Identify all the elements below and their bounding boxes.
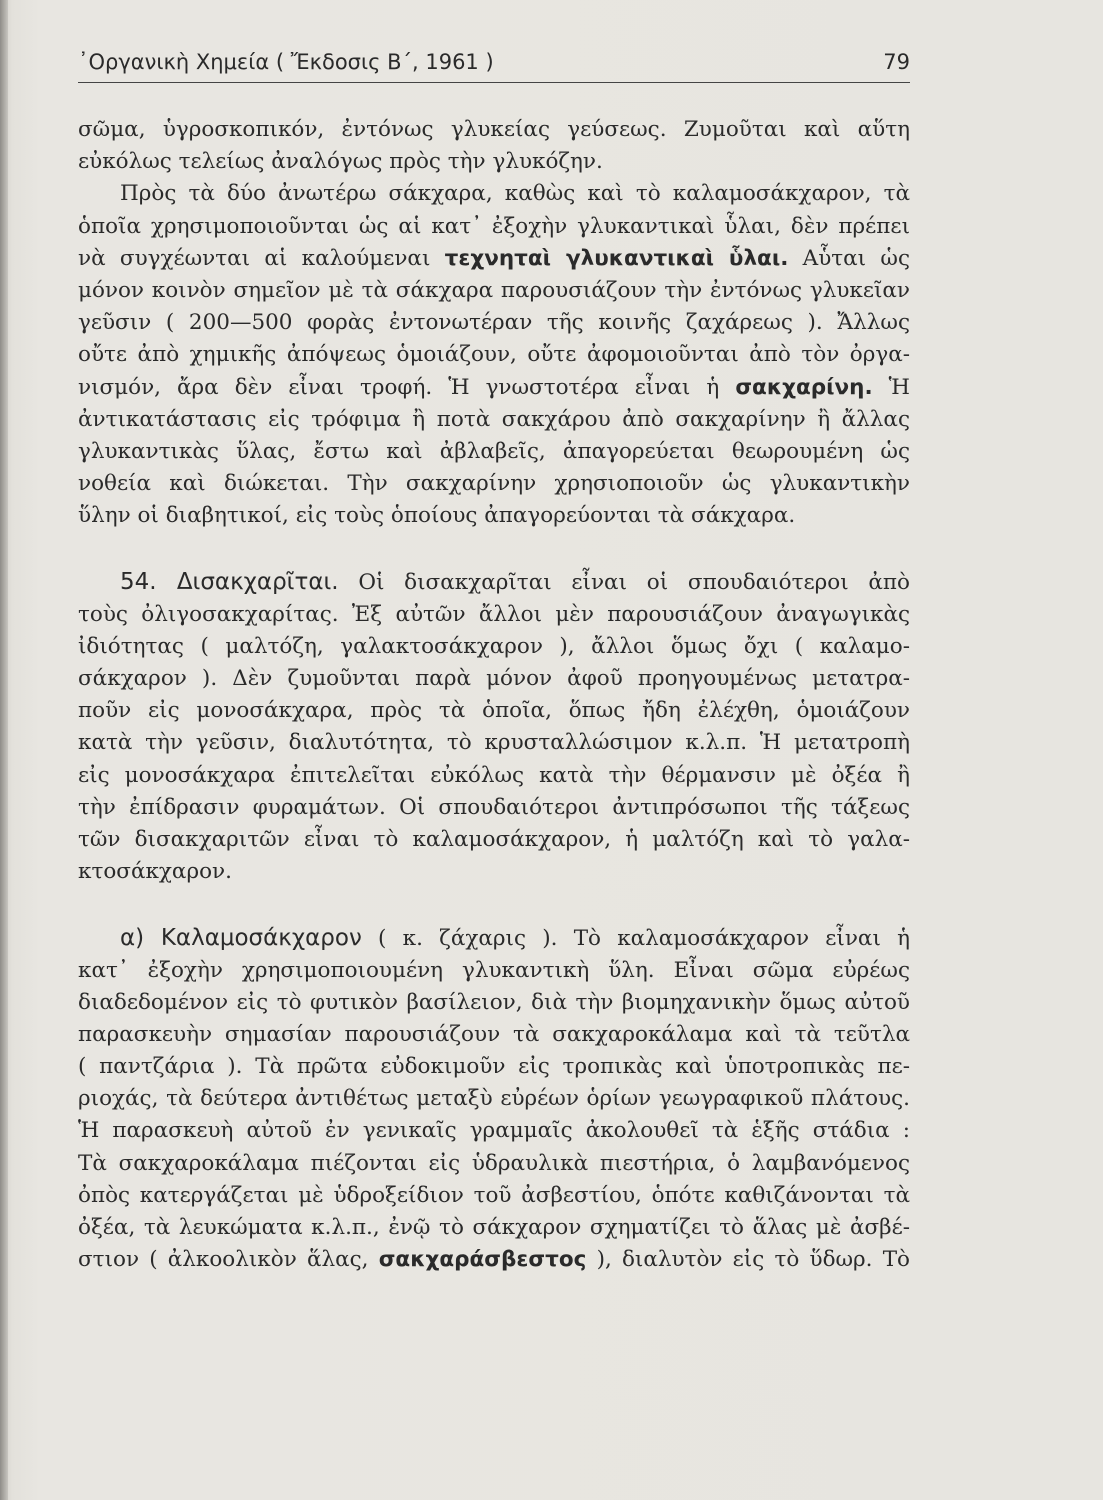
text-run: νὰ συγχέωνται αἱ καλούμεναι: [78, 245, 445, 271]
text-run: ), διαλυτὸν εἰς τὸ ὕδωρ. Τὸ: [586, 1247, 910, 1273]
text-line: [78, 243, 910, 275]
text-run: σῶμα, ὑγροσκοπικόν, ἐντόνως γλυκείας γεύσεως. Ζυμοῦται καὶ αὕτη: [78, 117, 910, 142]
text-line: [78, 1083, 910, 1115]
text-line: [78, 856, 910, 888]
text-run: σάκχαρον ). Δὲν ζυμοῦνται παρὰ μόνον ἀφοῦ προηγουμένως μετατρα-: [78, 666, 910, 691]
text-run: ὀξέα, τὰ λευκώματα κ.λ.π., ἐνῷ τὸ σάκχαρον σχηματίζει τὸ ἅλας μὲ ἀσβέ-: [78, 1215, 910, 1240]
paragraph-gap: [78, 888, 910, 922]
text-line: [78, 436, 910, 468]
text-run: εἰς μονοσάκχαρα ἐπιτελεῖται εὐκόλως κατὰ τὴν θέρμανσιν μὲ ὀξέα ἢ: [78, 762, 910, 788]
body-text: [78, 114, 910, 1276]
text-line: [78, 211, 910, 243]
text-run: ( κ. ζάχαρις ). Τὸ καλαμοσάκχαρον εἶναι ἡ: [361, 926, 910, 952]
text-run: μόνον κοινὸν σημεῖον μὲ τὰ σάκχαρα παρουσιάζουν τὴν ἐντόνως γλυκεῖαν: [78, 277, 910, 303]
text-line: [78, 566, 910, 598]
text-run: Ἡ: [872, 374, 911, 400]
text-run: κατ᾿ ἐξοχὴν χρησιμοποιουμένη γλυκαντικὴ ὕλη. Εἶναι σῶμα εὐρέως: [78, 957, 910, 983]
text-line: [78, 727, 910, 759]
text-line: [78, 1244, 910, 1276]
text-run: τῶν δισακχαριτῶν εἶναι τὸ καλαμοσάκχαρον, ἡ μαλτόζη καὶ τὸ γαλα-: [78, 826, 910, 852]
text-line: [78, 987, 910, 1019]
text-run: στιον ( ἀλκοολικὸν ἅλας,: [78, 1247, 379, 1273]
text-line: [78, 824, 910, 856]
text-line: [78, 1019, 910, 1051]
text-run: ριοχάς, τὰ δεύτερα ἀντιθέτως μεταξὺ εὐρέων ὁρίων γεωγραφικοῦ πλάτους.: [78, 1086, 910, 1112]
text-run: γεῦσιν ( 200—500 φορὰς ἐντονωτέραν τῆς κοινῆς ζαχάρεως ). Ἄλλως: [78, 310, 910, 336]
text-line: [78, 500, 910, 532]
text-line: [78, 372, 910, 404]
text-run: οὔτε ἀπὸ χημικῆς ἀπόψεως ὁμοιάζουν, οὔτε ἀφομοιοῦνται ἀπὸ τὸν ὀργα-: [78, 342, 910, 368]
text-run: παρασκευὴν σημασίαν παρουσιάζουν τὰ σακχαροκάλαμα καὶ τὰ τεῦτλα: [78, 1021, 910, 1047]
text-run: ποῦν εἰς μονοσάκχαρα, πρὸς τὰ ὁποῖα, ὅπως ἤδη ἐλέχθη, ὁμοιάζουν: [78, 698, 910, 724]
text-line: [78, 792, 910, 824]
text-line: [78, 114, 910, 146]
text-run: εὐκόλως τελείως ἀναλόγως πρὸς τὴν γλυκόζην.: [78, 149, 603, 175]
text-line: [78, 468, 910, 500]
text-run: Αὗται ὡς: [788, 245, 910, 271]
text-line: [78, 1180, 910, 1212]
text-run: Πρὸς τὰ δύο ἀνωτέρω σάκχαρα, καθὼς καὶ τὸ καλαμοσάκχαρον, τὰ: [120, 181, 910, 207]
section-heading: α) Καλαμοσάκχαρον: [120, 925, 362, 952]
text-line: [78, 922, 910, 954]
text-line: [78, 1115, 910, 1147]
section-heading: 54. Δισακχαρῖται.: [120, 569, 339, 596]
text-line: [78, 146, 910, 178]
text-line: [78, 955, 910, 987]
text-line: [78, 631, 910, 663]
text-run: κτοσάκχαρον.: [78, 859, 232, 885]
text-run: Τὰ σακχαροκάλαμα πιέζονται εἰς ὑδραυλικὰ πιεστήρια, ὁ λαμβανόμενος: [78, 1150, 910, 1176]
text-line: [78, 1148, 910, 1180]
text-run: Ἡ παρασκευὴ αὐτοῦ ἐν γενικαῖς γραμμαῖς ἀκολουθεῖ τὰ ἑξῆς στάδια :: [78, 1118, 910, 1144]
text-line: [78, 307, 910, 339]
running-header: [78, 48, 910, 83]
text-run: διαδεδομένον εἰς τὸ φυτικὸν βασίλειον, διὰ τὴν βιομηχανικὴν ὅμως αὐτοῦ: [78, 989, 910, 1015]
text-line: [78, 404, 910, 436]
text-run: ὀπὸς κατεργάζεται μὲ ὑδροξείδιον τοῦ ἀσβεστίου, ὁπότε καθιζάνονται τὰ: [78, 1182, 910, 1208]
text-line: [78, 599, 910, 631]
text-run: κατὰ τὴν γεῦσιν, διαλυτότητα, τὸ κρυσταλλώσιμον κ.λ.π. Ἡ μετατροπὴ: [78, 730, 910, 756]
bold-term: τεχνηταὶ γλυκαντικαὶ ὗλαι.: [444, 245, 789, 271]
text-run: τοὺς ὀλιγοσακχαρίτας. Ἐξ αὐτῶν ἄλλοι μὲν παρουσιάζουν ἀναγωγικὰς: [78, 601, 910, 627]
bold-term: σακχαρίνη.: [735, 374, 873, 400]
text-run: Οἱ δισακχαρῖται εἶναι οἱ σπουδαιότεροι ἀπὸ: [338, 570, 910, 596]
page-spine-shadow: [0, 0, 8, 1500]
text-line: [78, 663, 910, 695]
text-run: ἀντικατάστασις εἰς τρόφιμα ἢ ποτὰ σακχάρου ἀπὸ σακχαρίνην ἢ ἄλλας: [78, 406, 910, 432]
text-line: [78, 178, 910, 210]
text-run: ὕλην οἱ διαβητικοί, εἰς τοὺς ὁποίους ἀπαγορεύονται τὰ σάκχαρα.: [78, 503, 796, 529]
text-line: [78, 1051, 910, 1083]
text-line: [78, 695, 910, 727]
text-run: ἰδιότητας ( μαλτόζη, γαλακτοσάκχαρον ), ἄλλοι ὅμως ὄχι ( καλαμο-: [78, 633, 910, 659]
text-run: νοθεία καὶ διώκεται. Τὴν σακχαρίνην χρησιοποιοῦν ὡς γλυκαντικὴν: [78, 471, 910, 497]
text-run: νισμόν, ἄρα δὲν εἶναι τροφή. Ἡ γνωστοτέρα εἶναι ἡ: [78, 374, 736, 400]
page-number: 79: [883, 50, 910, 74]
bold-term: σακχαράσβεστος: [378, 1247, 587, 1273]
text-run: ὁποῖα χρησιμοποιοῦνται ὡς αἱ κατ᾿ ἐξοχὴν γλυκαντικαὶ ὗλαι, δὲν πρέπει: [78, 213, 910, 239]
text-line: [78, 339, 910, 371]
header-title: ᾿Οργανικὴ Χημεία ( Ἔκδοσις Β΄, 1961 ): [78, 50, 494, 74]
text-run: τὴν ἐπίδρασιν φυραμάτων. Οἱ σπουδαιότεροι ἀντιπρόσωποι τῆς τάξεως: [78, 794, 910, 820]
text-line: [78, 1212, 910, 1244]
text-line: [78, 275, 910, 307]
text-run: ( παντζάρια ). Τὰ πρῶτα εὐδοκιμοῦν εἰς τροπικὰς καὶ ὑποτροπικὰς πε-: [78, 1054, 910, 1080]
paragraph-gap: [78, 532, 910, 566]
text-line: [78, 760, 910, 792]
text-run: γλυκαντικὰς ὕλας, ἔστω καὶ ἀβλαβεῖς, ἀπαγορεύεται θεωρουμένη ὡς: [78, 438, 910, 464]
